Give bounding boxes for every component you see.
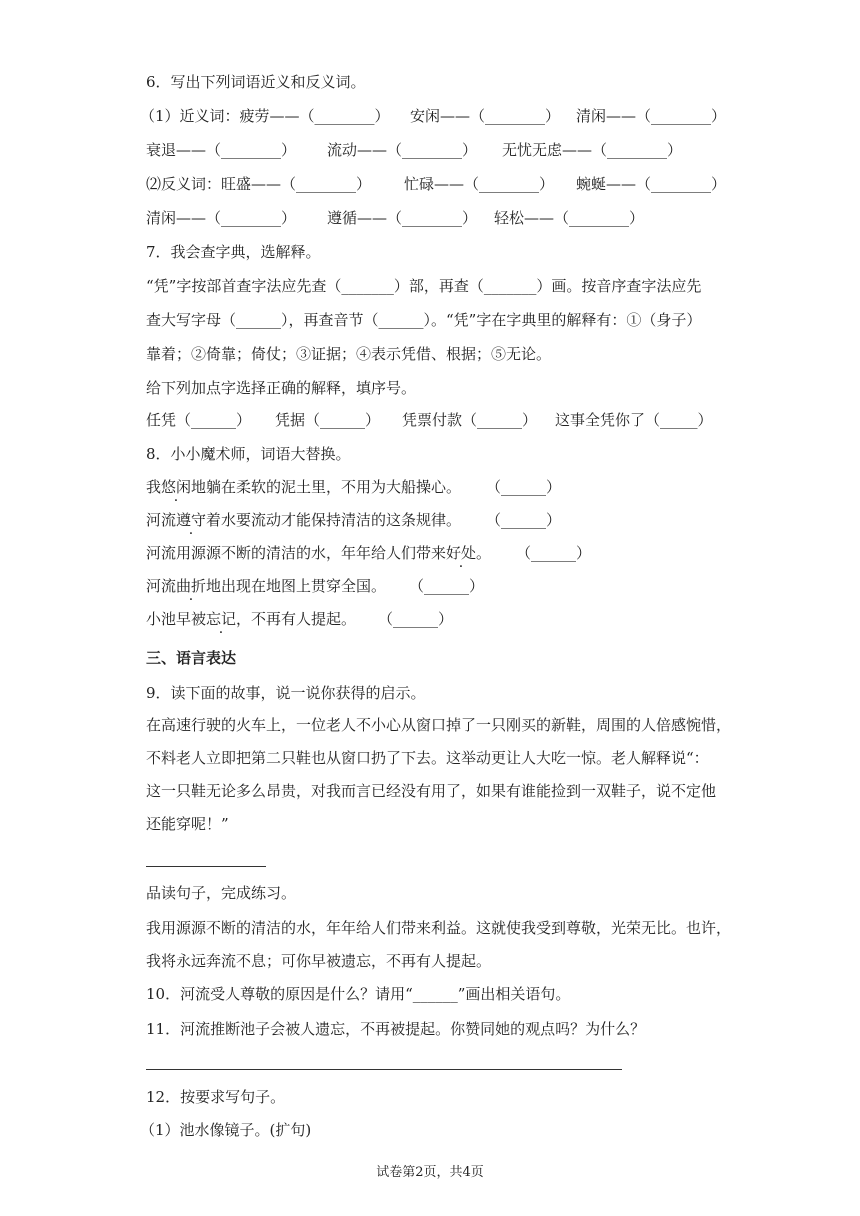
q8-s3-blank: （______）: [516, 544, 592, 562]
q7-para-1: “凭”字按部首查字法应先查（_______）部，再查（_______）画。按音序查字法应先: [146, 277, 702, 295]
section-3-heading: 三、语言表达: [146, 649, 237, 667]
q7-para-2: 查大写字母（______），再查音节（______）。“凭”字在字典里的解释有：①（身子）: [146, 311, 702, 329]
q9-story-1: 在高速行驶的火车上，一位老人不小心从窗口掉了一只刚买的新鞋，周围的人倍感惋惜，: [146, 716, 732, 734]
q8-s4-dotted-word: 曲折: [176, 577, 207, 595]
q8-s3-dotted-word: 好处: [446, 544, 477, 562]
q12-sub-1: （1）池水像镜子。(扩句): [140, 1121, 312, 1139]
q9-title: 9．读下面的故事，说一说你获得的启示。: [146, 684, 426, 702]
q8-s1-pre: 我: [146, 478, 162, 496]
q8-sentence-5: [146, 609, 356, 629]
q6-ant-2: 忙碌——（________）: [404, 175, 555, 193]
q8-sentence-1: [146, 477, 461, 497]
q7-item-4: 这事全凭你了（_____）: [555, 411, 713, 429]
q8-s4-pre: 河流: [146, 577, 177, 595]
q8-s5-post: ，不再有人提起。: [236, 610, 357, 628]
page-footer: 试卷第2页，共4页: [376, 1165, 484, 1180]
q8-s1-blank: （______）: [486, 478, 562, 496]
q11-text: 11．河流推断池子会被人遗忘，不再被提起。你赞同她的观点吗？为什么？: [146, 1020, 646, 1038]
q9-answer-line[interactable]: [146, 866, 266, 867]
q6-syn-3: 清闲——（________）: [576, 107, 727, 125]
q11-answer-line[interactable]: [146, 1069, 622, 1070]
q6-ant-6: 轻松——（________）: [494, 209, 645, 227]
q9-story-2: 不料老人立即把第二只鞋也从窗口扔了下去。这举动更让人大吃一惊。老人解释说“：: [146, 749, 709, 767]
q10-text: 10．河流受人尊敬的原因是什么？请用“______”画出相关语句。: [146, 985, 571, 1003]
q7-item-1: 任凭（______）: [146, 411, 252, 429]
q7-para-3: 靠着；②倚靠；倚仗；③证据；④表示凭借、根据；⑤无论。: [146, 345, 552, 363]
q8-s4-blank: （______）: [409, 577, 485, 595]
q6-ant-5: 遵循——（________）: [327, 209, 478, 227]
q7-item-2: 凭据（______）: [275, 411, 381, 429]
q8-s5-blank: （______）: [378, 610, 454, 628]
q9-story-3: 这一只鞋无论多么昂贵，对我而言已经没有用了，如果有谁能捡到一双鞋子，说不定他: [146, 782, 717, 800]
q6-ant-4: 清闲——（________）: [146, 209, 297, 227]
q12-text: 12．按要求写句子。: [146, 1088, 286, 1106]
q6-syn-1: （1）近义词：疲劳——（________）: [140, 107, 390, 125]
q8-s3-pre: 河流用源源不断的清洁的水，年年给人们带来: [146, 544, 447, 562]
q8-s3-post: 。: [476, 544, 492, 562]
q6-syn-6: 无忧无虑——（________）: [502, 141, 683, 159]
q8-s2-post: 着水要流动才能保持清洁的这条规律。: [206, 511, 462, 529]
q6-syn-4: 衰退——（________）: [146, 141, 297, 159]
q8-s2-pre: 河流: [146, 511, 177, 529]
q8-s5-dotted-word: 忘记: [206, 610, 237, 628]
q6-ant-1: ⑵反义词：旺盛——（________）: [146, 175, 372, 193]
passage-line-2: 我将永远奔流不息；可你早被遗忘，不再有人提起。: [146, 952, 492, 970]
q8-sentence-2: [146, 510, 461, 530]
q7-item-3: 凭票付款（______）: [402, 411, 538, 429]
q8-s4-post: 地出现在地图上贯穿全国。: [206, 577, 387, 595]
q6-ant-3: 蜿蜒——（________）: [576, 175, 727, 193]
q8-title: 8．小小魔术师，词语大替换。: [146, 445, 351, 463]
passage-line-1: 我用源源不断的清洁的水，年年给人们带来利益。这就使我受到尊敬，光荣无比。也许，: [146, 919, 732, 937]
q9-story-4: 还能穿呢！”: [146, 815, 229, 833]
q8-sentence-4: [146, 576, 386, 596]
q6-title: 6．写出下列词语近义和反义词。: [146, 73, 366, 91]
q8-s5-pre: 小池早被: [146, 610, 207, 628]
read-intro: 品读句子，完成练习。: [146, 884, 297, 902]
q7-title: 7．我会查字典，选解释。: [146, 243, 321, 261]
q6-syn-2: 安闲——（________）: [410, 107, 561, 125]
q8-s2-dotted-word: 遵守: [176, 511, 207, 529]
q6-syn-5: 流动——（________）: [327, 141, 478, 159]
q7-para-4: 给下列加点字选择正确的解释，填序号。: [146, 379, 417, 397]
q8-s2-blank: （______）: [486, 511, 562, 529]
q8-sentence-3: [146, 543, 491, 563]
q8-s1-dotted-word: 悠闲: [161, 478, 192, 496]
q8-s1-post: 地躺在柔软的泥土里，不用为大船操心。: [191, 478, 462, 496]
